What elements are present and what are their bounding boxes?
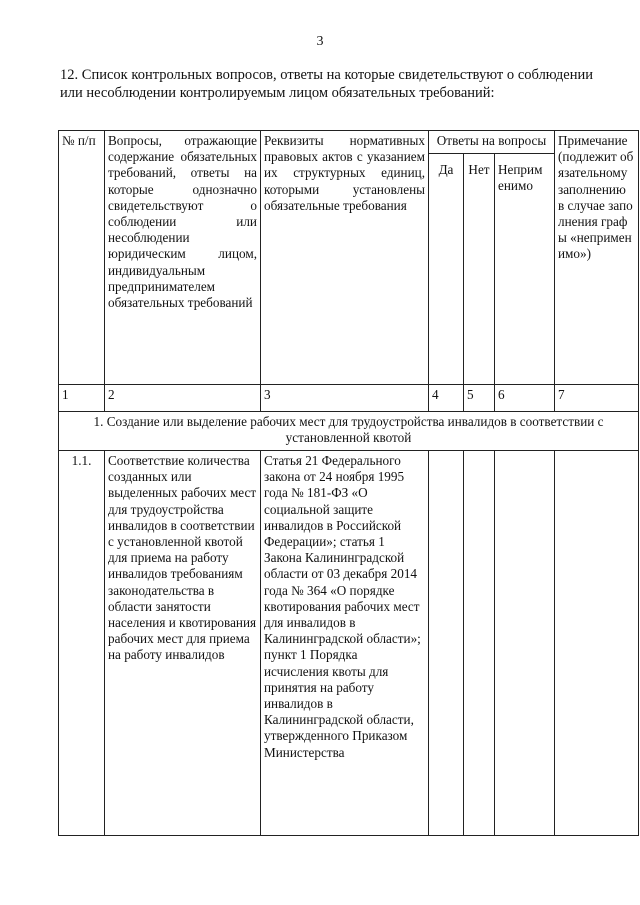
column-number-row bbox=[59, 385, 639, 412]
checklist-heading: 12. Список контрольных вопросов, ответы на которые свидетельствуют о соблюдении или несоблюдении контролируемым лицом обязательных требований: bbox=[60, 67, 593, 101]
row-answer-no[interactable] bbox=[464, 451, 495, 836]
section-title: 1. Создание или выделение рабочих мест для трудоустройства инвалидов в соответствии с установленной квотой bbox=[59, 412, 639, 451]
page-number: 3 bbox=[316, 34, 324, 49]
header-answers: Ответы на вопросы bbox=[429, 131, 555, 154]
column-number: 5 bbox=[464, 385, 495, 412]
row-question: Соответствие количества созданных или выделенных рабочих мест для трудоустройства инвалидов в соответствии с установленной квотой для приема на работу инвалидов требованиям законодательства в области занятости населения и квотирования рабочих мест для приема на работу инвалидов bbox=[105, 451, 261, 836]
row-note[interactable] bbox=[555, 451, 639, 836]
column-number: 1 bbox=[59, 385, 105, 412]
header-row bbox=[59, 131, 639, 154]
header-na: Неприм енимо bbox=[495, 154, 555, 385]
header-np: № п/п bbox=[59, 131, 105, 385]
table-row bbox=[59, 451, 639, 836]
row-answer-yes[interactable] bbox=[429, 451, 464, 836]
header-questions: Вопросы, отражающие содержание обязательных требований, ответы на которые однозначно свидетельствуют о соблюдении или несоблюдении юридическим лицом, индивидуальным предпринимателем обязательных требований bbox=[105, 131, 261, 385]
column-number: 3 bbox=[261, 385, 429, 412]
column-number: 7 bbox=[555, 385, 639, 412]
checklist-table bbox=[58, 130, 639, 836]
row-answer-na[interactable] bbox=[495, 451, 555, 836]
row-number: 1.1. bbox=[59, 451, 105, 836]
column-number: 2 bbox=[105, 385, 261, 412]
header-note: Примечание (подлежит обязательному заполнению в случае заполнения графы «неприменимо») bbox=[555, 131, 639, 385]
column-number: 4 bbox=[429, 385, 464, 412]
section-row bbox=[59, 412, 639, 451]
column-number: 6 bbox=[495, 385, 555, 412]
header-yes: Да bbox=[429, 154, 464, 385]
header-no: Нет bbox=[464, 154, 495, 385]
row-requisites: Статья 21 Федерального закона от 24 ноября 1995 года № 181-ФЗ «О социальной защите инвалидов в Российской Федерации»; статья 1 Закона Калининградской области от 03 декабря 2014 года № 364 «О порядке квотирования рабочих мест для инвалидов в Калининградской области»; пункт 1 Порядка исчисления квоты для принятия на работу инвалидов в Калининградской области, утвержденного Приказом Министерства bbox=[261, 451, 429, 836]
header-requisites: Реквизиты нормативных правовых актов с указанием их структурных единиц, которыми установлены обязательные требования bbox=[261, 131, 429, 385]
